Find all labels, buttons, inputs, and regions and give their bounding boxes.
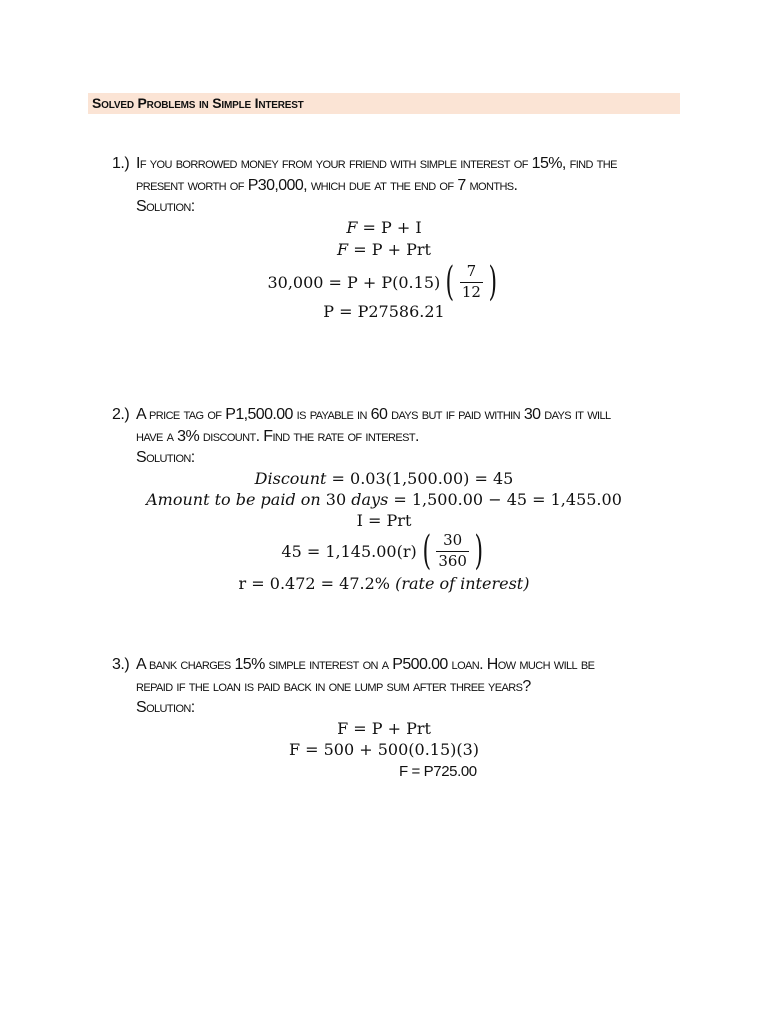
- problem-3-solution-label: Solution:: [136, 699, 195, 716]
- problem-1-equation-1: F = P + I: [346, 218, 422, 237]
- problem-1-solution-label: Solution:: [136, 198, 195, 215]
- problem-2-solution-label: Solution:: [136, 449, 195, 466]
- problem-2-equation-2: Amount to be paid on 30 days = 1,500.00 − 45 = 1,455.00: [146, 490, 622, 509]
- problem-2-equation-5: r = 0.472 = 47.2% (rate of interest): [238, 574, 530, 593]
- problem-1-line-2: present worth of P30,000, which due at the end of 7 months.: [136, 177, 518, 194]
- problem-2-line-2: have a 3% discount. Find the rate of interest.: [136, 428, 419, 445]
- problem-1-line-1: If you borrowed money from your friend with simple interest of 15%, find the: [136, 155, 617, 172]
- problem-2-eq4-left: 45 = 1,145.00(r): [281, 541, 417, 561]
- problem-3-result: F = P725.00: [399, 763, 477, 780]
- fraction-numerator: 30: [443, 531, 463, 550]
- problem-1-number: 1.): [112, 155, 130, 172]
- section-header-bar: [88, 93, 680, 114]
- fraction-numerator: 7: [466, 262, 477, 281]
- page-title: Solved Problems in Simple Interest: [92, 95, 304, 111]
- problem-2-number: 2.): [112, 406, 130, 423]
- fraction-denominator: 360: [438, 551, 467, 570]
- problem-2-equation-4: 45 = 1,145.00(r) ( $\frac{30}{360}$ ): [281, 528, 484, 574]
- problem-2-equation-1: Discount = 0.03(1,500.00) = 45: [254, 469, 514, 488]
- problem-3-line-2: repaid if the loan is paid back in one lump sum after three years?: [136, 678, 531, 695]
- problem-3-equation-2: F = 500 + 500(0.15)(3): [288, 740, 480, 759]
- problem-1-equation-4: P = P27586.21: [323, 302, 445, 321]
- problem-3-line-1: A bank charges 15% simple interest on a P500.00 loan. How much will be: [136, 656, 595, 673]
- problem-3-number: 3.): [112, 656, 130, 673]
- problem-1-equation-3: 30,000 = P + P(0.15) ( $\frac{7}{12}$ ): [267, 259, 498, 305]
- problem-1-eq3-left: 30,000 = P + P(0.15): [267, 272, 441, 292]
- fraction: [460, 263, 483, 301]
- problem-2-line-1: A price tag of P1,500.00 is payable in 60 days but if paid within 30 days it will: [136, 406, 611, 423]
- fraction: [436, 532, 469, 570]
- problem-3-equation-1: F = P + Prt: [337, 719, 431, 738]
- fraction-denominator: 12: [461, 282, 481, 301]
- problem-2-equation-3: I = Prt: [356, 511, 412, 530]
- problem-1-equation-2: F = P + Prt: [337, 240, 431, 259]
